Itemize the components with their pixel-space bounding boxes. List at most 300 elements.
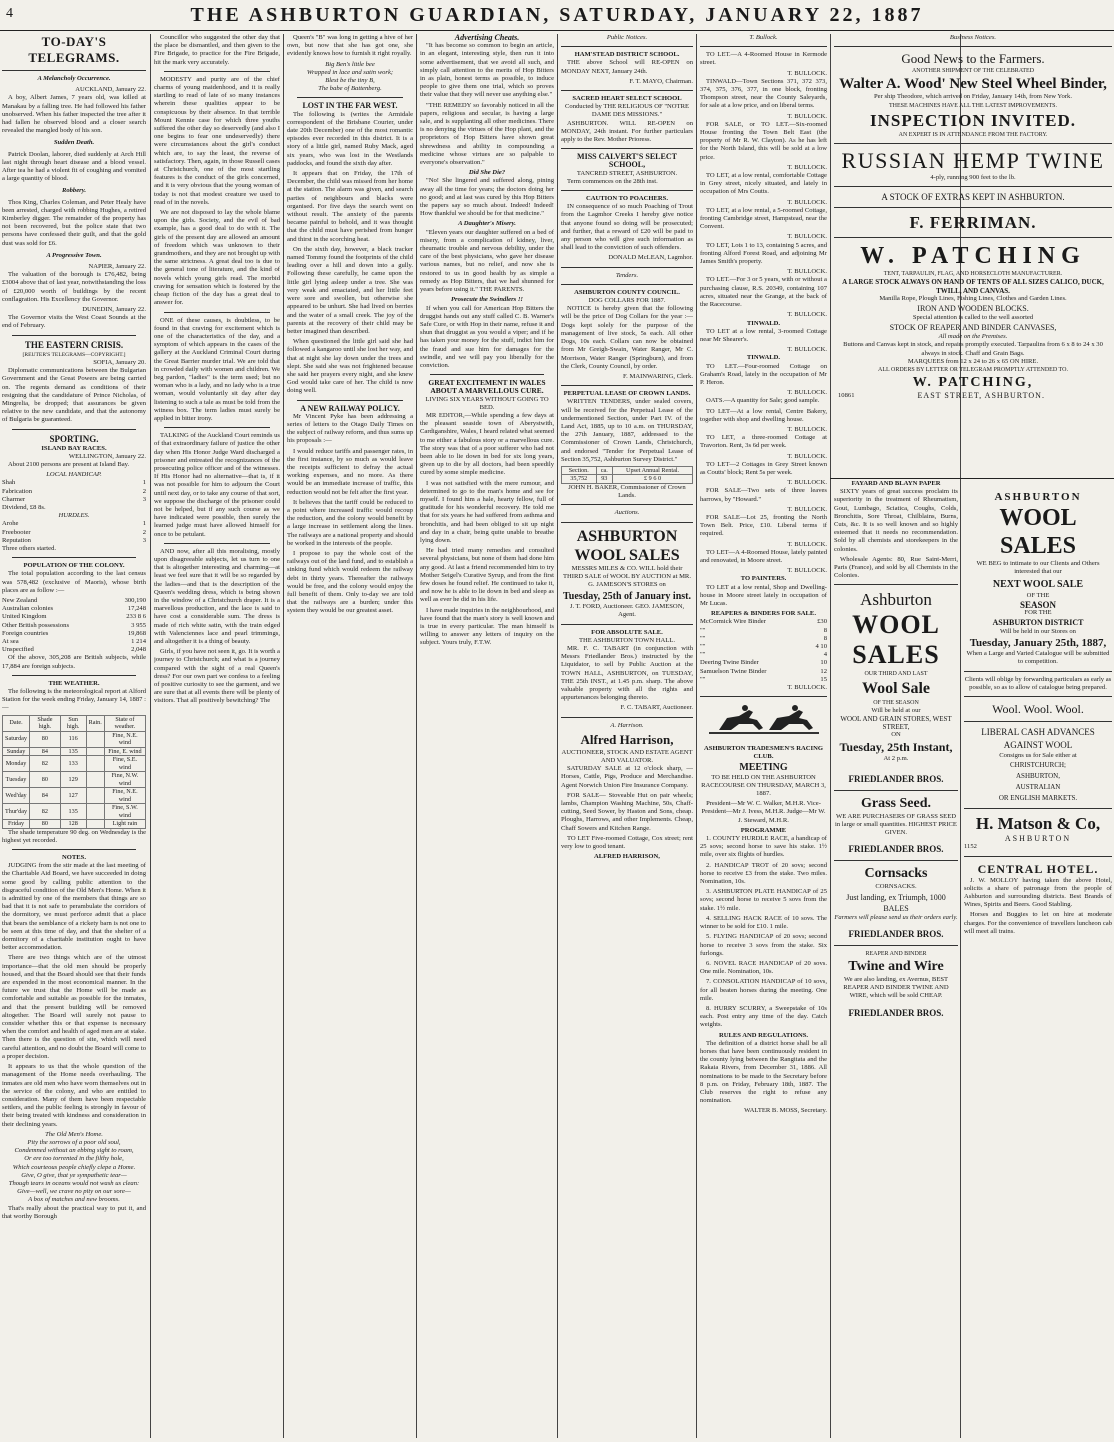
- ad-number: 10861: [838, 392, 855, 400]
- notice-heading: CAUTION TO POACHERS.: [585, 195, 668, 203]
- ad-line: ASHBURTON: [1004, 834, 1072, 844]
- friedlander-name: FRIEDLANDER BROS.: [848, 1007, 944, 1018]
- ad-line: J. W. MOLLOY having taken the above Hotel, solicits a share of patronage from the people of Ashburton and surrounding districts. Best Brands of Wines, Spirits and Beers. Good Stabling.: [964, 876, 1112, 909]
- race-event: 8. HURRY SCURRY, a Sweepstake of 10s each. Post entry any time of the day. Catch weights.: [700, 1004, 827, 1029]
- reaper-item: McCormick Wire Binder £30: [700, 618, 827, 626]
- column-rule: [416, 34, 417, 1438]
- article-paragraph: When questioned the little girl said she had followed a kangaroo until she lost her way, and that at night she lay down under the trees and slept. She said she was not frightened because she said her prayers every night, and she knew God would take care of her. The child is now doing well.: [287, 338, 413, 395]
- notes-paragraph: JUDGING from the stir made at the last meeting of the Charitable Aid Board, we have succeeded in doing some good by calling public attention to the disgraceful condition of the Old Men's Home. When it is admitted by one of the members that things are so bad that it is not safe to perambulate the corridors of the dormitory, we must perforce admit that a place that bears the semblance of a rickety barn is not one to be seen at this time of day, and that the shelter of a dormitory of a charitable institution ought to have better accommodation.: [2, 862, 146, 952]
- story-body: About 2100 persons are present at Island Bay.: [8, 460, 130, 468]
- page-number: 4: [6, 6, 13, 21]
- poem-line: Big Ben's little bee: [325, 60, 375, 68]
- masthead-rule: [0, 30, 1114, 31]
- notice-body: Term commences on the 28th inst.: [567, 177, 658, 185]
- ad-line: Manilla Rope, Plough Lines, Fishing Lines, Clothes and Garden Lines.: [879, 294, 1067, 302]
- ad-line: FOR THE: [1024, 608, 1052, 616]
- poem-line: A box of matches and new brooms.: [28, 1196, 120, 1204]
- signature: F. MAINWARING, Clerk.: [623, 372, 693, 380]
- ad-line: Special attention is called to the well assorted: [912, 314, 1034, 322]
- notice-heading: SACRED HEART SELECT SCHOOL: [572, 95, 682, 103]
- signature: T. BULLOCK.: [787, 163, 827, 171]
- signature: T. BULLOCK.: [787, 233, 827, 241]
- story-body: Thos King, Charles Coleman, and Peter Healy have been arrested, charged with robbing Hughes, a retired Kimberley digger. The remainder of the property has not been recovered, but the police state that two persons have confessed their guilt, and that the gold dust was sold for £6.: [2, 198, 146, 247]
- story-title: A Progressive Town.: [46, 251, 102, 259]
- ad-line: ON: [891, 731, 901, 739]
- race-event: 1. COUNTY HURDLE RACE, a handicap of 25 sovs; second horse to save his stake. 1½ mile, over six flights of hurdles.: [700, 835, 827, 859]
- notice-body: WRITTEN TENDERS, under sealed covers, will be received for the Perpetual Lease of the undermentioned Section, under Part IV. of the Land Act, 1885, up to 10 a.m. on THURSDAY, the 27th January, 1887, addressed to the Commissioner of Crown Lands, Christchurch, and endorsed "Tender for Perpetual Lease of Section 35,752, Ashburton Survey District.": [561, 398, 693, 463]
- column-7: [834, 480, 958, 1438]
- table-row: Monday 82 133 Fine, S.E. wind: [3, 756, 146, 772]
- officials: President—Mr W. C. Walker, M.H.R. Vice-President—Mr J. Ivess, M.H.R. Judge—Mr W. J. Steward, M.H.R.: [701, 800, 826, 824]
- race-result: Arohe 1: [2, 520, 146, 528]
- column-6: [700, 34, 827, 1438]
- wool-sales-title: WOOL SALES: [999, 505, 1077, 559]
- story-body: A boy, Albert James, 7 years old, was killed at Manakau by a falling tree. He had followed his father unobserved. When his father inspected the tree after it had fallen he observed blood and a closer search revealed the mangled body of his son.: [2, 94, 146, 135]
- dateline: DUNEDIN, January 22.: [82, 306, 146, 314]
- story-title: A Melancholy Occurrence.: [37, 75, 111, 82]
- race-title: HURDLES.: [58, 512, 90, 520]
- inspection-headline: INSPECTION INVITED.: [869, 110, 1077, 130]
- poem-line: Give, O give, that ye sympathetic tear—: [21, 1171, 127, 1179]
- weather-heading: THE WEATHER.: [48, 679, 100, 687]
- property-ad: TO LET, Lots 1 to 13, containing 5 acres, and fronting Alford Forest Road, and adjoining Mr James Smith's property.: [700, 241, 827, 266]
- race-event: 5. FLYING HANDICAP of 20 sovs; second horse to receive 3 sovs from the stake. Six furlongs.: [700, 933, 827, 957]
- poem-line: Though tears in oceans would not wash us clean:: [8, 1179, 140, 1187]
- article-heading: Advertising Cheats.: [454, 34, 520, 42]
- auctioneer-name: Alfred Harrison,: [580, 731, 674, 747]
- ad-line: AN EXPERT IS IN ATTENDANCE FROM THE FACTORY.: [898, 131, 1048, 138]
- notice-body: OATS.—A quantity for Sale; good sample.: [706, 397, 820, 405]
- race-event: 3. ASHBURTON PLATE HANDICAP of 25 sovs; second horse to receive 5 sovs from the stake. 1½ mile.: [700, 888, 827, 912]
- ad-line: MARQUEES from 12 x 24 to 26 x 65 ON HIRE.: [907, 357, 1039, 365]
- table-row: Thur'day 82 135 Fine, S.W. wind: [3, 804, 146, 820]
- table-row: Tuesday 80 129 Fine, N.W. wind: [3, 772, 146, 788]
- racehorse-icon: [709, 702, 819, 740]
- advert-paragraph: "Eleven years our daughter suffered on a bed of misery, from a complication of kidney, liver, rheumatic trouble and nervous debility, under the care of the best physicians, who gave her disease various names, but no relief, and now she is restored to us in good health by as simple a remedy as Hop Bitters, that we had shunned for years before using it." THE PARENTS.: [420, 228, 554, 294]
- property-ad: TO LET.—A 4-Roomed House in Kermode street.: [700, 51, 827, 67]
- races-heading: ISLAND BAY RACES.: [41, 444, 107, 452]
- table-row: Friday 80 128 Light rain: [3, 820, 146, 829]
- table-row: Sunday 84 135 Fine, E. wind: [3, 747, 146, 756]
- table-row: 35,752 93 £ 9 6 0: [562, 475, 693, 484]
- friedlander-name: FRIEDLANDER BROS.: [848, 773, 944, 784]
- article-heading: Did She Die?: [468, 169, 506, 177]
- ad-headline: Good News to the Farmers.: [901, 51, 1045, 67]
- notice-sub: Conducted by THE RELIGIOUS OF "NOTRE DAME DES MISSIONS.": [565, 103, 689, 119]
- race-results: [2, 479, 146, 504]
- reaper-item: "" 4: [700, 651, 827, 659]
- dateline: WELLINGTON, January 22.: [68, 452, 146, 460]
- notice-heading: FOR ABSOLUTE SALE.: [591, 628, 663, 636]
- property-ad: FOR SALE—Lot 25, fronting the North Town Belt. Price, £10. Liberal terms if required.: [700, 513, 827, 538]
- notice-heading: ASHBURTON TRADESMEN'S RACING CLUB.: [704, 745, 823, 761]
- ad-line: STOCK OF REAPER AND BINDER CANVASES,: [889, 323, 1057, 333]
- signature: T. BULLOCK.: [787, 425, 827, 433]
- advert-paragraph: "It has become so common to begin an article, in an elegant, interesting style, then run it into some advertisement, that we avoid all such, and simply call attention to the merits of Hop Bitters in as plain, honest terms as possible, to induce people to give them one trial, which so proves their value that they will never use anything else.": [420, 42, 554, 99]
- signature: T. BULLOCK.: [787, 198, 827, 206]
- ad-line: Just landing, ex Triumph, 1000 BALES: [846, 892, 946, 913]
- article-paragraph: I was not satisfied with the mere rumour, and determined to go to the man's home and see for myself. I found him a hale, hearty fellow, full of gratitude for his wonderful recovery. He told me that for six years he had suffered from asthma and bronchitis, and had been obliged to sit up night and day in a chair, being quite unable to breathe lying down.: [420, 479, 554, 544]
- property-ad: TO LET, at a low rental, a 5-roomed Cottage, fronting Cambridge street, Hampstead, near the Convent.: [700, 206, 827, 231]
- ad-address: EAST STREET, ASHBURTON.: [917, 391, 1045, 401]
- ad-line: All made on the Premises.: [938, 333, 1008, 341]
- column-3: [287, 34, 413, 1438]
- property-ad: TO LET.—For 3 or 5 years, with or without a purchasing clause, R.S. 20349, containing 107 acres, situated near the Grange, at the back of the Racecourse.: [700, 276, 827, 309]
- signature: DONALD McLEAN, Lagmhor.: [608, 254, 693, 262]
- ad-line: Clients will oblige by forwarding particulars as early as possible, so as to allow of catalogue being prepared.: [964, 675, 1112, 691]
- poem-line: Or ere too torrented in the filthy hole,: [24, 1155, 124, 1163]
- signature: T. BULLOCK.: [787, 311, 827, 319]
- signature: T. BULLOCK.: [787, 268, 827, 276]
- notes-paragraph: TALKING of the Auckland Court reminds us of that extraordinary failure of justice the other day when His Honor Judge Ward discharged a prisoner and entreated the recognizances of the prosecuting police officer and of the witnesses. If His Honor had no alternative—that is, if it was not possible for him to adjourn the Court until next day, or to take any course of that sort, we suppose the discharge of the prisoner could not be helped, but if any such course as we have indicated were possible, then surely the learned judge must have allowed himself for once to be petulant.: [154, 432, 280, 538]
- section-rule: [830, 478, 1114, 479]
- column-rule: [696, 34, 697, 1438]
- notes-paragraph: It appears to us that the whole question of the management of the Home needs overhauling. The inmates are old men who have worn themselves out in the service of the colony, and who are entitled to consideration. Many of them have been respectable settlers, and the public feeling is strongly in favour of their being treated with kindness and consideration in their declining years.: [2, 1063, 146, 1128]
- notice-body: SATURDAY SALE at 12 o'clock sharp, —Horses, Cattle, Pigs, Produce and Merchandise. Agent Norwich Union Fire Insurance Company.: [561, 765, 693, 789]
- lease-table: Section. ca. Upset Annual Rental. 35,752 93 £ 9 6 0: [561, 466, 693, 484]
- ad-line: At 2 p.m.: [883, 754, 909, 762]
- ad-line: 4-ply, running 900 feet to the lb.: [930, 174, 1016, 182]
- race-result: Shah 1: [2, 479, 146, 487]
- section-heading: Tenders.: [615, 271, 639, 279]
- dividend: Dividend, £8 8s.: [2, 503, 46, 511]
- racehorse-engraving: [706, 701, 821, 741]
- population-row: Other British possessions 3 955: [2, 621, 146, 629]
- ad-line: CORNSACKS.: [875, 883, 917, 891]
- article-paragraph: MR EDITOR,—While spending a few days at the pleasant seaside town of Aberystwith, Cardiganshire, Wales, I heard related what seemed to me either a fabulous story or a marvellous cure. The story was that of a poor sufferer who had not been able to lie down in bed for six long years, given up to die by all doctors, had been speedily cured by some simple medicine.: [420, 411, 554, 477]
- signature: T. BULLOCK.: [787, 684, 827, 692]
- article-heading: GREAT EXCITEMENT IN WALES ABOUT A MARVELLOUS CURE.: [428, 378, 546, 396]
- signature: J. T. FORD, Auctioneer. GEO. JAMESON, Agent.: [569, 603, 685, 619]
- column-rule: [830, 34, 831, 1438]
- story-body: The total population according to the last census was 578,482 (exclusive of Maoris), whose birth places are as follow :—: [2, 570, 146, 594]
- population-row: United Kingdom 233 8 6: [2, 613, 146, 621]
- story-body: The following is the meteorological report at Alford Station for the week ending Friday, January 14, 1887 :—: [2, 688, 146, 712]
- ad-line: Will be held in our Stores on: [1000, 628, 1076, 636]
- signature: ALFRED HARRISON,: [594, 853, 660, 861]
- race-event: 2. HANDICAP TROT of 20 sovs; second horse to receive £3 from the stake. Two miles. Nomination, 10s.: [700, 861, 827, 886]
- ad-line: Buttons and Canvas kept in stock, and repairs promptly executed. Tarpaulins from 6 x 8 to 24 x 30 always in stock. Chaff and Grain Bags.: [843, 341, 1103, 357]
- poem-line: Which courteous people chiefly clepe a Home.: [12, 1163, 136, 1171]
- dateline: AUCKLAND, January 22.: [75, 86, 146, 94]
- notice-body: MESSRS MILES & CO. WILL hold their THIRD SALE of WOOL BY AUCTION at MR. G. JAMESON'S STORES on: [563, 564, 691, 588]
- story-body: Patrick Doolan, laborer, died suddenly at Arch Hill last night through heart disease and a blood vessel. After tea he had a violent fit of coughing and vomited a large quantity of blood.: [2, 150, 146, 183]
- property-ad: FOR SALE—Two sets of three leaves harrows, by "Howard.": [700, 487, 827, 503]
- ad-line: SEASON: [1019, 599, 1056, 610]
- notes-paragraph: Queen's "B" was long in getting a hive of her own, but now that she has got one, she evidently knows how to furnish it right royally.: [287, 34, 413, 58]
- notice-body: IN consequence of so much Poaching of Trout from the Lagmhor Creeks I hereby give notice that anyone found so doing will be prosecuted; and further, that a reward of £20 will be paid to any person who will give such information as shall lead to the conviction of such offenders.: [561, 203, 693, 252]
- wool-sales-title: ASHBURTON WOOL SALES: [574, 527, 680, 564]
- article-paragraph: Mr Vincent Pyke has been addressing a series of letters to the Otago Daily Times on the subject of railway reform, and thus sums up his proposals :—: [287, 412, 413, 445]
- property-ads: [700, 408, 827, 576]
- notice-body: ASHBURTON. WILL RE-OPEN on MONDAY, 24th instant. For further particulars apply to the Rev. Mother Prioress.: [561, 119, 693, 144]
- notes-paragraph: ONE of these causes, is doubtless, to be found in that craving for excitement which is one of the characteristics of the day, and a symptom of which appears in the cases of the gallery at the Auckland Criminal Court during the Great Barrier murder trial. We are told that in crowded daily with women and children. We beg pardon, "ladies" is the term used; but no woman who is a lady, and no lady who is a true woman, would voluntarily sit day after day listening to such a tale as must be told from the witness box. The term ladies must surely be applied in bitter irony.: [154, 316, 280, 422]
- race-event: 6. NOVEL RACE HANDICAP of 20 sovs. One mile. Nomination, 10s.: [700, 959, 827, 976]
- ad-line: WOOL AND GRAIN STORES, WEST STREET,: [840, 715, 952, 732]
- column-rule: [150, 34, 151, 1438]
- ad-line: Farmers will please send us their orders early.: [834, 913, 958, 921]
- column-2: [154, 34, 280, 1438]
- story-body: The valuation of the borough is £76,482, being £3004 above that of last year, notwithstanding the loss of £20,000 worth of buildings by the recent conflagration. His Excellency the Governor.: [2, 271, 146, 303]
- notice-body: TO LET at a low rental, 3-roomed Cottage near Mr Shearer's.: [700, 327, 827, 343]
- dateline: NAPIER, January 22.: [88, 263, 146, 271]
- wool-town: Ashburton: [860, 590, 932, 610]
- story-body: The Governor visits the West Coast Sounds at the end of February.: [2, 314, 146, 330]
- reaper-item: "" 15: [700, 675, 827, 683]
- notice-heading: TINWALD.: [746, 319, 781, 327]
- table-row: Wed'day 84 127 Fine, N.E. wind: [3, 788, 146, 804]
- signature: T. BULLOCK.: [787, 346, 827, 354]
- patching-name: W. PATCHING,: [912, 375, 1034, 391]
- property-ad: TO LET, a three-roomed Cottage at Travorton. Rent, 3s 6d per week.: [700, 434, 827, 450]
- notes-paragraph: AND now, after all this moralising, mostly upon disagreeable subjects, let us turn to one that is altogether interesting and charming—at least we feel sure that it will be so regarded by the ladies—and that is the description of the Queen's wedding dress, which is being shown in the window of a Christchurch draper. It is a marvellous production, and the lace is said to have cost a considerable sum. The dress is made of rich white satin, with the train edged with Valenciennes lace and pearl trimmings, and altogether it is a thing of beauty.: [154, 547, 280, 646]
- notice-body: TO LET.—Four-roomed Cottage on Graham's Road, lately in the occupation of Mr P. Heron.: [700, 362, 827, 386]
- article-paragraph: On the sixth day, however, a black tracker named Tommy found the footprints of the child leading over a hill and down into a gully. Following these carefully, he came upon the little girl lying asleep under a tree. She was very weak and emaciated, and her little feet were sore and swollen, but otherwise she appeared to be unhurt. She had lived on berries and the water of a small creek. The joy of the parents at the recovery of their child may be better imagined than described.: [287, 245, 413, 335]
- article-heading: A NEW RAILWAY POLICY.: [300, 403, 400, 413]
- column-rule: [283, 34, 284, 1438]
- ad-line: OF THE: [1026, 592, 1050, 600]
- table-row: Saturday 80 116 Fine, N.E. wind: [3, 731, 146, 747]
- eastern-crisis-heading: THE EASTERN CRISIS.: [24, 339, 124, 350]
- signature: T. BULLOCK.: [787, 505, 827, 513]
- advert-paragraph: "No! She lingered and suffered along, pining away all the time for years; the doctors doing her no good; and at last was cured by this Hop Bitters the papers say so much about. Indeed! Indeed! How thankful we should be for that medicine.": [420, 177, 554, 218]
- hemp-twine-headline: RUSSIAN HEMP TWINE: [841, 148, 1105, 174]
- notes-paragraph: We are not disposed to lay the whole blame upon the girls. Society, and the evil of bad example, has a good deal to do with it. The girls of the present day are allowed an amount of freedom which was unknown to their grandmothers, and they are not brought up with the same strictness. A great deal too is due to the general tone of literature, and the kind of novels which young girls read. The morbid craving for sensation which is fostered by the cheap fiction of the day has a great deal to answer for.: [154, 209, 280, 307]
- property-ad: TINWALD—Town Sections 371, 372 373, 374, 375, 376, 377, in one block, fronting Thompson street, near the County Saleyards, for sale at a low price, and on liberal terms.: [700, 77, 827, 110]
- signature: F. T. MAYO, Chairman.: [629, 77, 693, 85]
- signature: T. BULLOCK.: [787, 69, 827, 77]
- ad-line: OUR THIRD AND LAST: [864, 671, 928, 678]
- property-ad: FOR SALE, or TO LET.—Six-roomed House fronting the Town Belt East (the property of Mr R. W. Clayton). As he has left for the North Island, this will be sold at a low price.: [700, 120, 827, 161]
- notice-heading: ASHBURTON COUNTY COUNCIL.: [574, 288, 680, 296]
- article-paragraph: I have made inquiries in the neighbourhood, and have found that the man's story is well known and is true in every particular. The man himself is willing to answer any letters of inquiry on the subject. Yours truly, F.T.W.: [420, 606, 554, 647]
- friedlander-name: FRIEDLANDER BROS.: [848, 928, 944, 939]
- column-1: [2, 34, 146, 1438]
- signature: T. BULLOCK.: [787, 567, 827, 575]
- ad-line: AUSTRALIAN: [1015, 783, 1061, 792]
- notes-paragraph: Girls, if you have not seen it, go. It is worth a journey to Christchurch; and what is a journey compared with the sight of a real Queen's dress? For our own part we confess to a feeling of positive curiosity to see the garment, and we are sure that at all events there will be plenty of visitors. That all positively bewitching? The: [154, 648, 280, 705]
- notes-paragraph: MODESTY and purity are of the chief charms of young maidenhood, and it is really startling to read of late of so many instances wherein these qualities appear to be conspicuous by their absence. In that terrible Mount Kennie case for which three youths suffered the other day so deservedly (and also I one begins to fear one undeservedly) there were circumstances about the girl's conduct which are, to say the least, the reverse of satisfactory. Then, again, in those Russell cases at Christchurch, one of the most startling features is the conduct of the girls concerned, and it is very obvious that the young woman of today is not that modest creature we used to read of in the novels.: [154, 75, 280, 206]
- race-note: Three others started.: [2, 544, 57, 552]
- story-title: Sudden Death.: [53, 139, 95, 147]
- ad-line: Horses and Buggies to let on hire at moderate charges. For the convenience of travellers luncheon cab will meet all trains.: [964, 911, 1112, 935]
- poem: [2, 1139, 146, 1205]
- notice-heading: MISS CALVERT'S SELECT SCHOOL,: [577, 152, 677, 170]
- patching-headline: W. PATCHING: [860, 243, 1086, 270]
- race-result: Freebooter 2: [2, 528, 146, 536]
- column-4: [420, 34, 554, 1438]
- advert-paragraph: If when you call for American Hop Bitters the druggist hands out any stuff called C. B. Warner's Safe Cure, or with Hop in their name, refuse it and shun that druggist as you would a viper; and if he has taken your money for the stuff, indict him for the fraud and sue him for damages for the swindle, and we will pay you liberally for the conviction.: [420, 304, 554, 369]
- article-subheading: LIVING SIX YEARS WITHOUT GOING TO BED.: [425, 395, 549, 411]
- poem-line: Blest be the tiny B,: [325, 77, 375, 85]
- race-result: Reputation 3: [2, 536, 146, 544]
- ad-headline: NEXT WOOL SALE: [992, 579, 1084, 591]
- ad-line: TENT, TARPAULIN, FLAG, AND HORSECLOTH MANUFACTURER.: [883, 271, 1063, 278]
- poem-line: Give—well, we crave no pity on our sore—: [17, 1188, 131, 1196]
- notice-heading: HAM'STEAD DISTRICT SCHOOL.: [574, 51, 680, 59]
- poem-line: Pity the sorrows of a poor old soul,: [27, 1138, 121, 1146]
- notice-heading: TO PAINTERS.: [740, 575, 787, 583]
- sale-date: Tuesday, January 25th, 1887,: [969, 637, 1107, 650]
- population-row: Foreign countries 19,868: [2, 629, 146, 637]
- reaper-item: "" 8: [700, 634, 827, 642]
- notice-body: Wholesale Agents: 80, Rue Saint-Merri, Paris (France), and sold by all Chemists in the Colonies.: [834, 555, 958, 580]
- notice-body: TO LET Five-roomed Cottage, Cox street; rent very low to good tenant.: [561, 834, 693, 851]
- ad-number: 1152: [964, 843, 977, 851]
- article-paragraph: I propose to pay the whole cost of the railways out of the land fund, and to establish a sinking fund which would redeem the railway debt in thirty years. Thereafter the railways would be free, and the colony would enjoy the full benefit of them. Only to-day we are told that the railways are a burden; under this system they would be our greatest asset.: [287, 549, 413, 615]
- article-heading: LOST IN THE FAR WEST.: [302, 101, 398, 111]
- section-heading: Public Notices.: [606, 34, 648, 41]
- ad-headline: Wool. Wool. Wool.: [992, 702, 1084, 717]
- ad-headline: LIBERAL CASH ADVANCES: [981, 727, 1095, 738]
- meeting-title: MEETING: [739, 761, 788, 773]
- hotel-headline: CENTRAL HOTEL.: [977, 861, 1099, 876]
- property-ad: TO LET, at a low rental, comfortable Cottage in Grey street, nicely situated, and lately in occupation of Mrs Coutts.: [700, 172, 827, 196]
- wool-sales-title: WOOL SALES: [852, 610, 940, 670]
- reaper-item: Samuelson Twine Binder 12: [700, 667, 827, 675]
- notice-heading: PERPETUAL LEASE OF CROWN LANDS.: [563, 390, 691, 398]
- article-paragraph: He had tried many remedies and consulted several physicians, but none of them had done him any good. At last a friend recommended him to try Mother Seigel's Curative Syrup, and from the first few doses he found relief. He continued to take it, and now he is able to lie down in bed and sleep as well as ever he did in his life.: [420, 547, 554, 604]
- ad-line: ASHBURTON DISTRICT: [992, 618, 1084, 628]
- story-body: Diplomatic communications between the Bulgarian Government and the Great Powers are being carried on. The regents demand as conditions of their resigning that the candidature of Prince Nicholas, of Mingrelia, be dropped; that assurances be given relative to the new candidate, and that the autonomy of Bulgaria be guaranteed.: [2, 367, 146, 424]
- notes-paragraph: Councillor who suggested the other day that the place be dismantled, and then given to the Fire Brigade, to practice for the Fire Brigade, hit the mark very accurately.: [154, 34, 280, 66]
- notice-body: TO LET at a low rental, Shop and Dwelling-house in Moore street lately in occupation of Mr Lucas.: [700, 583, 827, 607]
- property-ad: TO LET—2 Cottages in Grey Street known as Coutts' block; Rent 5s per week.: [700, 460, 827, 476]
- signature: T. BULLOCK.: [787, 389, 827, 397]
- rules-heading: RULES AND REGULATIONS.: [718, 1031, 809, 1039]
- sale-date: Tuesday, 25th Instant,: [839, 739, 953, 754]
- ad-line: We are also landing, ex Avernus, BEST REAPER AND BINDER TWINE AND WIRE, which will be sold CHEAP.: [843, 976, 949, 1000]
- article-heading: Prosecute the Swindlers !!: [451, 296, 523, 304]
- ad-line: OR ENGLISH MARKETS.: [998, 794, 1078, 803]
- ad-headline: Grass Seed.: [861, 795, 931, 811]
- notice-body: THE above School will RE-OPEN on MONDAY NEXT, January 24th.: [561, 59, 693, 75]
- story-title: Robbery.: [61, 187, 87, 195]
- signature: F. C. TABART, Auctioneer.: [620, 704, 693, 712]
- race-event: 7. CONSOLATION HANDICAP of 10 sovs, for all beaten horses during the meeting. One mile.: [700, 978, 827, 1002]
- reaper-list: [700, 618, 827, 684]
- notice-body: NOTICE is hereby given that the following will be the price of Dog Collars for the year :— Dogs kept solely for the purpose of the management of live stock, 5s each. All other Dogs, 10s each. Collars can now be obtained from Mr Greigh-Swain, Water Ranger, Mr C. Morrison, Water Ranger (Springburn), and from the Clerk, County Council, by order.: [561, 305, 693, 370]
- ad-headline: AGAINST WOOL: [1003, 740, 1073, 751]
- binder-headline: Walter A. Wood' New Steel Wheel Binder,: [839, 76, 1107, 93]
- dateline: SOFIA, January 20.: [93, 358, 146, 366]
- ad-line: A STOCK OF EXTRAS KEPT IN ASHBURTON.: [881, 192, 1065, 203]
- race-event: 4. SELLING HACK RACE of 10 sovs. The winner to be sold for £10. 1 mile.: [700, 914, 827, 931]
- story-body: Of the above, 305,208 are British subjects, while 17,884 are foreign subjects.: [2, 654, 146, 670]
- ad-line: ALL ORDERS BY LETTER OR TELEGRAM PROMPTLY ATTENDED TO.: [878, 367, 1068, 374]
- reaper-item: "" 8: [700, 626, 827, 634]
- programme-heading: PROGRAMME: [740, 826, 787, 834]
- ad-line: IRON AND WOODEN BLOCKS.: [917, 304, 1029, 314]
- signature: T. BULLOCK.: [787, 452, 827, 460]
- article-paragraph: The following is (writes the Armidale correspondent of the Brisbane Courier, under date 20th December) one of the most romantic episodes ever recorded in this district. It is a story of a little girl, named Ruby Mack, aged six years, who was lost in the Westlands paddocks, and found the sixth day after.: [287, 110, 413, 167]
- column-rule: [557, 34, 558, 1438]
- notes-paragraph: There are two things which are of the utmost importance—that the old men should be properly housed, and that the Board should see that their funds are expended in the most economical manner. In the future we trust that the Home will be made as comfortable and suitable as possible for the inmates, and that the present building will be removed altogether. The Board will surely not pause to consider whether this or that expense is necessary when the comfort and health of aged men are at stake. Then there is the question of site, which will need careful attention, and no doubt the Board will come to a proper decision.: [2, 954, 146, 1060]
- friedlander-name: FRIEDLANDER BROS.: [848, 844, 944, 855]
- ad-line: When a Large and Varied Catalogue will be submitted to competition.: [966, 650, 1110, 666]
- signature: T. BULLOCK.: [787, 540, 827, 548]
- matson-name: H. Matson & Co,: [975, 814, 1101, 834]
- ad-headline: Wool Sale: [861, 679, 930, 697]
- article-heading: A Daughter's Misery.: [458, 220, 516, 228]
- signature: JOHN H. BAKER, Commissioner of Crown Lands.: [568, 483, 686, 500]
- column-5: [561, 34, 693, 1438]
- population-row: Australian colonies 17,248: [2, 605, 146, 613]
- notes-paragraph: That's really about the practical way to put it, and that worthy Borough: [2, 1204, 146, 1220]
- ad-line: WE BEG to intimate to our Clients and Others interested that our: [976, 560, 1100, 576]
- column-8: [964, 480, 1112, 1438]
- population-table: [2, 597, 146, 654]
- signature: T. BULLOCK.: [787, 112, 827, 120]
- reaper-item: Deering Twine Binder 10: [700, 659, 827, 667]
- notice-body: SIXTY years of great success proclaim its superiority in the treatment of Rheumatism, Gout, Lumbago, Sciatica, Coughs, Colds, Bronchitis, Sore Throat, Chilblains, Burns, Cuts, &c. It is so well known and so highly esteemed that it needs no recommendation. Sold by all chemists and storekeepers in the colonies.: [834, 488, 958, 553]
- population-heading: POPULATION OF THE COLONY.: [23, 562, 125, 570]
- business-notices-top: [834, 34, 1112, 474]
- paper-title: THE ASHBURTON GUARDIAN, SATURDAY, JANUARY 22, 1887: [190, 4, 924, 26]
- poem-line: Wrapped in lace and satin work;: [306, 68, 394, 76]
- ad-line: Will be held at our: [871, 706, 921, 714]
- article-paragraph: I would reduce tariffs and passenger rates, in the first instance, by so much as would leave the receipts sufficient to defray the actual working expenses, and no more. As there would be an immediate increase of traffic, this reduction would not be felt after the first year.: [287, 447, 413, 496]
- article-paragraph: It believes that the tariff could be reduced to a point where increased traffic would recoup the reduction, and the colony would benefit by a large increase in settlement along the lines. The railways are a national property and should be worked in the interests of the people.: [287, 498, 413, 547]
- notice-sub: AUCTIONEER, STOCK AND ESTATE AGENT AND VALUATOR.: [561, 748, 693, 764]
- race-results: [2, 520, 146, 545]
- ad-line: Per ship Theodore, which arrived on Friday, January 14th, from New York.: [874, 93, 1072, 101]
- notice-body: The definition of a district horse shall be all horses that have been continuously resident in the county lying between the Rangitata and the Rakaia Rivers, from December 31, 1886. All nominations to be made to the Secretary before 8 p.m. on Friday, February 18th, 1887. The Club reserves the right to refuse any nomination.: [700, 1039, 827, 1105]
- race-result: Fabrication 2: [2, 487, 146, 495]
- ad-line: ASHBURTON,: [1016, 772, 1060, 781]
- article-paragraph: It appears that on Friday, the 17th of December, the child was missed from her home at the station. The alarm was given, and search parties of neighbours and blacks were organised. For five days the search went on without result. The anxiety of the parents became painful to behold, and it was thought that the child must have perished from hunger and thirst in the scorching heat.: [287, 170, 413, 243]
- poem-line: The babe of Battenberg.: [318, 85, 382, 93]
- ad-line: THESE MACHINES HAVE ALL THE LATEST IMPROVEMENTS.: [889, 102, 1057, 109]
- masthead: [0, 4, 1114, 30]
- notice-body: TO BE HELD ON THE ASHBURTON RACECOURSE ON THURSDAY, MARCH 3, 1887.: [701, 773, 826, 798]
- poem: [287, 61, 413, 94]
- ad-line: OF THE SEASON: [873, 699, 919, 706]
- section-heading: Business Notices.: [949, 34, 997, 41]
- sale-date: Tuesday, 25th of January inst.: [563, 591, 691, 603]
- notice-heading: FAYARD AND BLAYN PAPER: [851, 480, 941, 487]
- ad-line: A LARGE STOCK ALWAYS ON HAND OF TENTS OF ALL SIZES CALICO, DUCK, TWILL, AND CANVAS.: [842, 278, 1104, 295]
- notice-sub: THE ASHBURTON TOWN HALL.: [579, 636, 675, 644]
- signature: WALTER B. MOSS, Secretary.: [744, 1107, 827, 1115]
- weather-table: Date. Shade high. Sun high. Rain. State of weather. Saturday 80 116 Fine, N.E. wind Sunday 84 135 Fine, E. wind Monday 82 133 Fine, S.E. wind Tuesday 80 129 Fine, N.W. wind Wed'day 84 127 Fine, N.E. wind Thur'day 82 135 Fine, S.W. wind Friday 80 128 Light rain: [2, 715, 146, 829]
- property-ad: TO LET—At a low rental, Centre Bakery, together with shop and dwelling house.: [700, 407, 827, 423]
- section-heading: Auctions.: [614, 509, 640, 517]
- sporting-heading: SPORTING.: [49, 433, 99, 444]
- reaper-item: "" 4 10: [700, 643, 827, 651]
- signature: T. BULLOCK.: [787, 479, 827, 487]
- population-row: New Zealand 300,190: [2, 596, 146, 604]
- section-heading: A. Harrison.: [610, 721, 644, 729]
- ad-line: CHRISTCHURCH;: [1009, 761, 1066, 770]
- poem-line: Condemned without an ebbing sight to roam,: [14, 1147, 134, 1155]
- ad-line: REAPER AND BINDER: [865, 950, 927, 957]
- property-ads: [700, 51, 827, 319]
- notice-heading: TINWALD.: [746, 354, 781, 362]
- property-ad: TO LET—A 4-Roomed House, lately painted and renovated, in Moore street.: [700, 548, 827, 564]
- ad-line: WE ARE PURCHASERS OF GRASS SEED in large or small quantities. HIGHEST PRICE GIVEN.: [835, 812, 957, 837]
- ferriman-name: F. FERRIMAN.: [909, 213, 1037, 233]
- telegrams-heading: TO-DAY'S TELEGRAMS.: [28, 34, 120, 65]
- notice-sub: DOG COLLARS FOR 1887.: [588, 297, 666, 305]
- section-heading: T. Bullock.: [749, 34, 778, 41]
- race-title: LOCAL HANDICAP.: [46, 471, 102, 479]
- notice-sub: TANCRED STREET, ASHBURTON.: [576, 169, 678, 177]
- notice-body: FOR SALE— Stoveable Hut on pair wheels; lambs, Champion Washing Machine, 50s, Chaff-cutting, Seed Sower, by Haston and Sons, cheap. Ploughs, Harrows, and other Implements. Cheap, Chaff Sowers and Kitchen Range.: [561, 791, 693, 832]
- crisis-subheading: [REUTER'S TELEGRAMS—COPYRIGHT.]: [22, 351, 126, 358]
- advert-paragraph: "THE REMEDY so favorably noticed in all the papers, religious and secular, is having a large sale, and is supplanting all other medicines. There is no denying the virtues of the Hop plant, and the proprietors of Hop Bitters have shown great shrewdness and ability in compounding a medicine whose virtues are so palpable to everyone's observation.": [420, 101, 554, 167]
- population-row: At sea 1 214: [2, 637, 146, 645]
